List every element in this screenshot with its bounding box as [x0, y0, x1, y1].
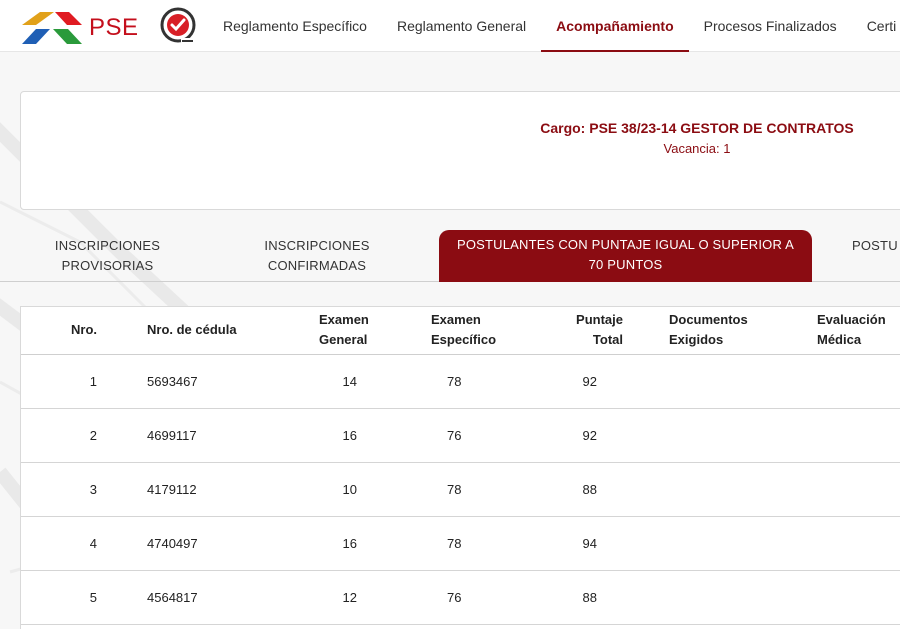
header-puntaje-total: [526, 307, 651, 354]
header-documentos-exigidos: [651, 307, 799, 354]
cell-examen-especifico: 78: [401, 516, 526, 570]
main-nav: [208, 0, 900, 52]
cell-nro: 1: [21, 354, 131, 408]
header-evaluacion-medica: [799, 307, 900, 354]
cell-cedula: 4179112: [131, 462, 281, 516]
tab-label-line: 70 PUNTOS: [588, 257, 663, 272]
status-tabs: [0, 230, 900, 282]
header-line: Específico: [431, 332, 497, 348]
tab-postulantes-more[interactable]: [838, 230, 900, 282]
header-line: Examen: [431, 312, 481, 328]
header-line: Examen: [319, 312, 369, 328]
nav-procesos-finalizados[interactable]: Procesos Finalizados: [703, 18, 837, 34]
tab-postulantes-70-puntos[interactable]: [439, 230, 812, 282]
table-row: [21, 354, 900, 408]
cell-puntaje-total: 88: [526, 570, 651, 624]
cell-cedula: 4699117: [131, 408, 281, 462]
tab-label-line: POSTULANTES CON PUNTAJE IGUAL O SUPERIOR A: [456, 237, 795, 252]
cell-puntaje-total: 92: [526, 354, 651, 408]
tab-label-line: INSCRIPCIONES: [54, 238, 161, 253]
cell-documentos: [651, 462, 799, 516]
cell-examen-especifico: 76: [401, 408, 526, 462]
cell-cedula: 5693467: [131, 354, 281, 408]
tab-inscripciones-confirmadas[interactable]: [238, 230, 396, 282]
postulantes-table: [21, 307, 900, 625]
cargo-info-card: [20, 91, 900, 210]
header-line: Documentos: [669, 312, 748, 328]
pse-logo-mark-icon: [22, 10, 82, 46]
header-line: Exigidos: [669, 332, 724, 348]
cell-evaluacion: [799, 462, 900, 516]
cell-examen-general: 16: [281, 408, 401, 462]
cell-documentos: [651, 570, 799, 624]
header-line: Total: [592, 332, 623, 348]
header-examen-general: [281, 307, 401, 354]
cell-documentos: [651, 408, 799, 462]
cell-evaluacion: [799, 516, 900, 570]
cell-nro: 2: [21, 408, 131, 462]
header-line: Evaluación: [817, 312, 886, 328]
tab-label-line: INSCRIPCIONES: [264, 238, 370, 253]
table-row: [21, 516, 900, 570]
table-row: [21, 408, 900, 462]
header-line: Puntaje: [576, 312, 623, 328]
cell-examen-especifico: 78: [401, 462, 526, 516]
cell-nro: 5: [21, 570, 131, 624]
table-row: [21, 570, 900, 624]
nav-reglamento-especifico[interactable]: Reglamento Específico: [223, 18, 367, 34]
cell-cedula: 4564817: [131, 570, 281, 624]
cargo-block: [21, 120, 900, 156]
tab-inscripciones-provisorias[interactable]: [30, 230, 185, 282]
cell-puntaje-total: 88: [526, 462, 651, 516]
header-line: General: [319, 332, 368, 348]
cargo-title: Cargo: PSE 38/23-14 GESTOR DE CONTRATOS: [540, 120, 854, 136]
top-header: [0, 0, 900, 52]
cell-nro: 3: [21, 462, 131, 516]
cell-nro: 4: [21, 516, 131, 570]
header-cedula: Nro. de cédula: [131, 307, 281, 354]
cell-puntaje-total: 92: [526, 408, 651, 462]
header-examen-especifico: [401, 307, 526, 354]
table-row: [21, 462, 900, 516]
tab-label-line: POSTU: [852, 238, 898, 253]
cell-puntaje-total: 94: [526, 516, 651, 570]
cell-evaluacion: [799, 408, 900, 462]
vacancia-label: Vacancia: 1: [663, 141, 731, 156]
nav-certificados[interactable]: Certi: [866, 18, 897, 34]
brand-name: PSE: [89, 14, 139, 41]
nav-reglamento-general[interactable]: Reglamento General: [396, 18, 527, 34]
check-badge-icon: [158, 6, 198, 46]
cell-examen-especifico: 76: [401, 570, 526, 624]
tab-label-line: CONFIRMADAS: [267, 258, 367, 273]
cell-documentos: [651, 354, 799, 408]
cell-examen-general: 14: [281, 354, 401, 408]
cell-evaluacion: [799, 570, 900, 624]
cell-examen-general: 12: [281, 570, 401, 624]
cell-evaluacion: [799, 354, 900, 408]
cell-cedula: 4740497: [131, 516, 281, 570]
pse-logo[interactable]: [22, 6, 182, 46]
table-header-row: [21, 307, 900, 354]
postulantes-table-container: [20, 306, 900, 629]
cell-examen-especifico: 78: [401, 354, 526, 408]
cell-examen-general: 16: [281, 516, 401, 570]
header-line: Médica: [817, 332, 862, 348]
cell-documentos: [651, 516, 799, 570]
header-nro: Nro.: [21, 307, 131, 354]
cell-examen-general: 10: [281, 462, 401, 516]
nav-acompanamiento[interactable]: Acompañamiento: [541, 0, 688, 52]
tab-label-line: PROVISORIAS: [61, 258, 154, 273]
